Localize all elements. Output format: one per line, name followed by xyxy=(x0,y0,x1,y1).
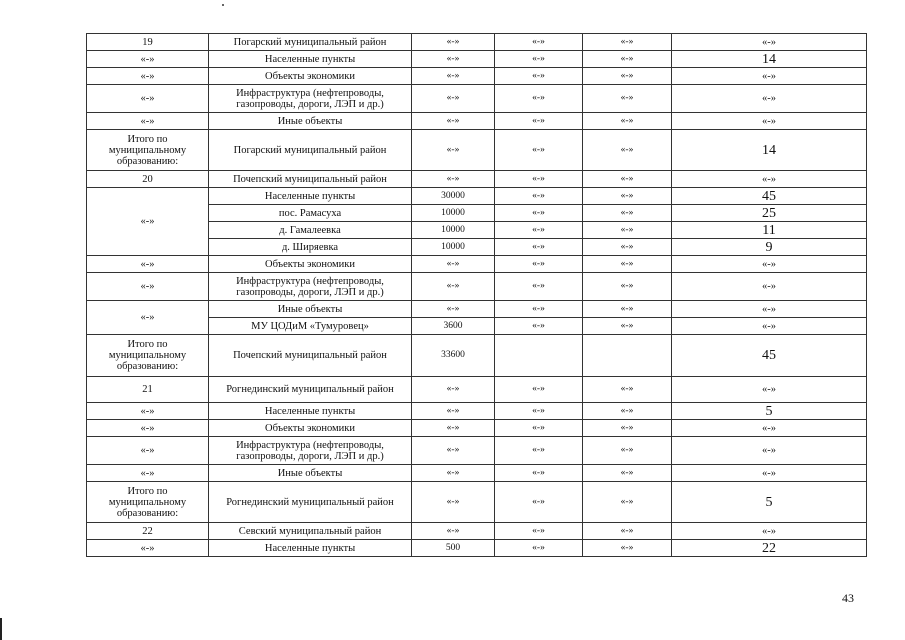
table-cell: «-» xyxy=(87,540,209,557)
table-cell: «-» xyxy=(412,482,495,523)
table-cell: «-» xyxy=(87,256,209,273)
table-cell: «-» xyxy=(412,34,495,51)
table-cell: «-» xyxy=(495,377,583,403)
table-cell: «-» xyxy=(495,403,583,420)
table-cell: Рогнединский муниципальный район xyxy=(209,377,412,403)
table-cell: «-» xyxy=(495,273,583,301)
table-cell: Почепский муниципальный район xyxy=(209,171,412,188)
table-row xyxy=(87,437,867,465)
table-cell: 45 xyxy=(672,188,867,205)
table-row xyxy=(87,420,867,437)
table-cell: «-» xyxy=(583,51,672,68)
table-cell: «-» xyxy=(412,377,495,403)
table-cell: «-» xyxy=(583,377,672,403)
table-cell: 500 xyxy=(412,540,495,557)
table-cell: «-» xyxy=(495,318,583,335)
table-cell: «-» xyxy=(495,130,583,171)
scan-artifact-dot xyxy=(222,4,224,6)
table-cell: «-» xyxy=(495,68,583,85)
table-cell: «-» xyxy=(412,130,495,171)
table-row xyxy=(87,188,867,205)
table-cell: «-» xyxy=(412,256,495,273)
table-row xyxy=(87,465,867,482)
table-cell: «-» xyxy=(87,273,209,301)
table-cell: «-» xyxy=(583,68,672,85)
table-cell: «-» xyxy=(583,113,672,130)
table-cell xyxy=(583,335,672,377)
table-cell: «-» xyxy=(672,171,867,188)
table-cell: «-» xyxy=(412,437,495,465)
table-cell: «-» xyxy=(412,403,495,420)
table-cell: «-» xyxy=(412,273,495,301)
table-cell: Населенные пункты xyxy=(209,403,412,420)
table-cell: «-» xyxy=(495,301,583,318)
table-cell: 14 xyxy=(672,51,867,68)
table-cell: д. Ширяевка xyxy=(209,239,412,256)
table-cell: Иные объекты xyxy=(209,301,412,318)
table-row xyxy=(87,301,867,318)
table-cell: 22 xyxy=(672,540,867,557)
table-cell: «-» xyxy=(495,113,583,130)
table-cell: Итого по муниципальному образованию: xyxy=(87,482,209,523)
table-cell: «-» xyxy=(495,523,583,540)
table-row xyxy=(87,130,867,171)
table-cell: «-» xyxy=(87,437,209,465)
table-cell xyxy=(495,335,583,377)
table-cell: 5 xyxy=(672,403,867,420)
table-cell: «-» xyxy=(412,523,495,540)
table-cell: 11 xyxy=(672,222,867,239)
table-cell: «-» xyxy=(583,222,672,239)
table-cell: пос. Рамасуха xyxy=(209,205,412,222)
table-cell: «-» xyxy=(87,403,209,420)
table-cell: 21 xyxy=(87,377,209,403)
table-cell: «-» xyxy=(495,465,583,482)
table-cell: «-» xyxy=(495,256,583,273)
table-cell: Инфраструктура (нефтепроводы, газопроводы, дороги, ЛЭП и др.) xyxy=(209,85,412,113)
table-cell: Объекты экономики xyxy=(209,68,412,85)
table-cell: 33600 xyxy=(412,335,495,377)
table-cell: Итого по муниципальному образованию: xyxy=(87,335,209,377)
table-cell: «-» xyxy=(583,465,672,482)
table-cell: «-» xyxy=(87,51,209,68)
table-cell: «-» xyxy=(672,256,867,273)
table-cell: «-» xyxy=(495,540,583,557)
table-cell: 10000 xyxy=(412,239,495,256)
table-cell: «-» xyxy=(87,465,209,482)
table-cell: 30000 xyxy=(412,188,495,205)
table-cell: «-» xyxy=(583,273,672,301)
table-cell: Погарский муниципальный район xyxy=(209,130,412,171)
table-cell: «-» xyxy=(87,85,209,113)
table-cell: «-» xyxy=(495,482,583,523)
table-row xyxy=(87,68,867,85)
table-row xyxy=(87,377,867,403)
table-cell: «-» xyxy=(412,301,495,318)
table-row xyxy=(87,523,867,540)
scan-edge-mark xyxy=(0,618,2,640)
table-cell: «-» xyxy=(583,171,672,188)
table-cell: 22 xyxy=(87,523,209,540)
table-cell: Объекты экономики xyxy=(209,420,412,437)
table-cell: Севский муниципальный район xyxy=(209,523,412,540)
table-cell: Населенные пункты xyxy=(209,51,412,68)
table-cell: д. Гамалеевка xyxy=(209,222,412,239)
table-row xyxy=(87,34,867,51)
table-cell: «-» xyxy=(672,301,867,318)
table-cell: «-» xyxy=(412,171,495,188)
table-cell: «-» xyxy=(583,130,672,171)
table-cell: «-» xyxy=(495,222,583,239)
table-cell: «-» xyxy=(495,437,583,465)
table-cell: Иные объекты xyxy=(209,465,412,482)
table-row xyxy=(87,171,867,188)
table-cell: «-» xyxy=(412,68,495,85)
table-row xyxy=(87,256,867,273)
table-cell: «-» xyxy=(583,403,672,420)
table-cell: «-» xyxy=(583,318,672,335)
table-cell: 25 xyxy=(672,205,867,222)
table-cell: «-» xyxy=(495,85,583,113)
table-cell: «-» xyxy=(495,34,583,51)
table-cell: «-» xyxy=(412,113,495,130)
table-cell: «-» xyxy=(495,188,583,205)
table-cell: «-» xyxy=(672,85,867,113)
table-cell: Инфраструктура (нефтепроводы, газопроводы, дороги, ЛЭП и др.) xyxy=(209,437,412,465)
table-row xyxy=(87,273,867,301)
table-cell: «-» xyxy=(672,523,867,540)
table-row xyxy=(87,403,867,420)
table-cell: 3600 xyxy=(412,318,495,335)
table-cell: Объекты экономики xyxy=(209,256,412,273)
table-cell: «-» xyxy=(583,188,672,205)
table-cell: «-» xyxy=(583,301,672,318)
table-cell: 14 xyxy=(672,130,867,171)
table-cell: «-» xyxy=(672,420,867,437)
table-cell: 9 xyxy=(672,239,867,256)
data-table xyxy=(86,33,867,557)
table-cell: «-» xyxy=(672,34,867,51)
table-row xyxy=(87,540,867,557)
table-cell: 10000 xyxy=(412,205,495,222)
table-row xyxy=(87,85,867,113)
table-cell: «-» xyxy=(412,51,495,68)
table-cell: «-» xyxy=(672,318,867,335)
table-cell: «-» xyxy=(495,205,583,222)
table-cell: «-» xyxy=(87,113,209,130)
table-row xyxy=(87,51,867,68)
table-cell: «-» xyxy=(672,377,867,403)
table-cell: «-» xyxy=(583,523,672,540)
table-cell: Населенные пункты xyxy=(209,188,412,205)
table-cell: 5 xyxy=(672,482,867,523)
table-cell: «-» xyxy=(495,420,583,437)
table-body xyxy=(87,34,867,557)
table-cell: «-» xyxy=(87,68,209,85)
table-cell: «-» xyxy=(583,34,672,51)
table-cell: Почепский муниципальный район xyxy=(209,335,412,377)
table-cell: «-» xyxy=(583,256,672,273)
table-cell: «-» xyxy=(495,51,583,68)
table-cell: МУ ЦОДиМ «Тумуровец» xyxy=(209,318,412,335)
table-cell: «-» xyxy=(583,482,672,523)
table-cell: «-» xyxy=(672,68,867,85)
table-cell: 19 xyxy=(87,34,209,51)
table-row xyxy=(87,482,867,523)
table-cell: «-» xyxy=(495,239,583,256)
table-cell: 10000 xyxy=(412,222,495,239)
page-number: 43 xyxy=(842,591,854,605)
table-cell: «-» xyxy=(412,420,495,437)
table-cell: «-» xyxy=(412,465,495,482)
table-cell: Итого по муниципальному образованию: xyxy=(87,130,209,171)
table-cell: «-» xyxy=(87,188,209,256)
table-cell: «-» xyxy=(583,420,672,437)
table-cell: «-» xyxy=(87,420,209,437)
table-cell: «-» xyxy=(583,205,672,222)
table-cell: Погарский муниципальный район xyxy=(209,34,412,51)
table-cell: Рогнединский муниципальный район xyxy=(209,482,412,523)
table-cell: Инфраструктура (нефтепроводы, газопроводы, дороги, ЛЭП и др.) xyxy=(209,273,412,301)
table-cell: «-» xyxy=(583,85,672,113)
table-cell: «-» xyxy=(583,540,672,557)
table-cell: «-» xyxy=(672,113,867,130)
table-cell: «-» xyxy=(583,239,672,256)
table-cell: «-» xyxy=(412,85,495,113)
table-cell: Иные объекты xyxy=(209,113,412,130)
table-cell: 20 xyxy=(87,171,209,188)
table-cell: Населенные пункты xyxy=(209,540,412,557)
table-cell: «-» xyxy=(583,437,672,465)
table-cell: «-» xyxy=(672,465,867,482)
table-cell: «-» xyxy=(87,301,209,335)
table-cell: «-» xyxy=(672,273,867,301)
table-cell: «-» xyxy=(495,171,583,188)
table-cell: 45 xyxy=(672,335,867,377)
table-row xyxy=(87,113,867,130)
table-cell: «-» xyxy=(672,437,867,465)
table-row xyxy=(87,335,867,377)
